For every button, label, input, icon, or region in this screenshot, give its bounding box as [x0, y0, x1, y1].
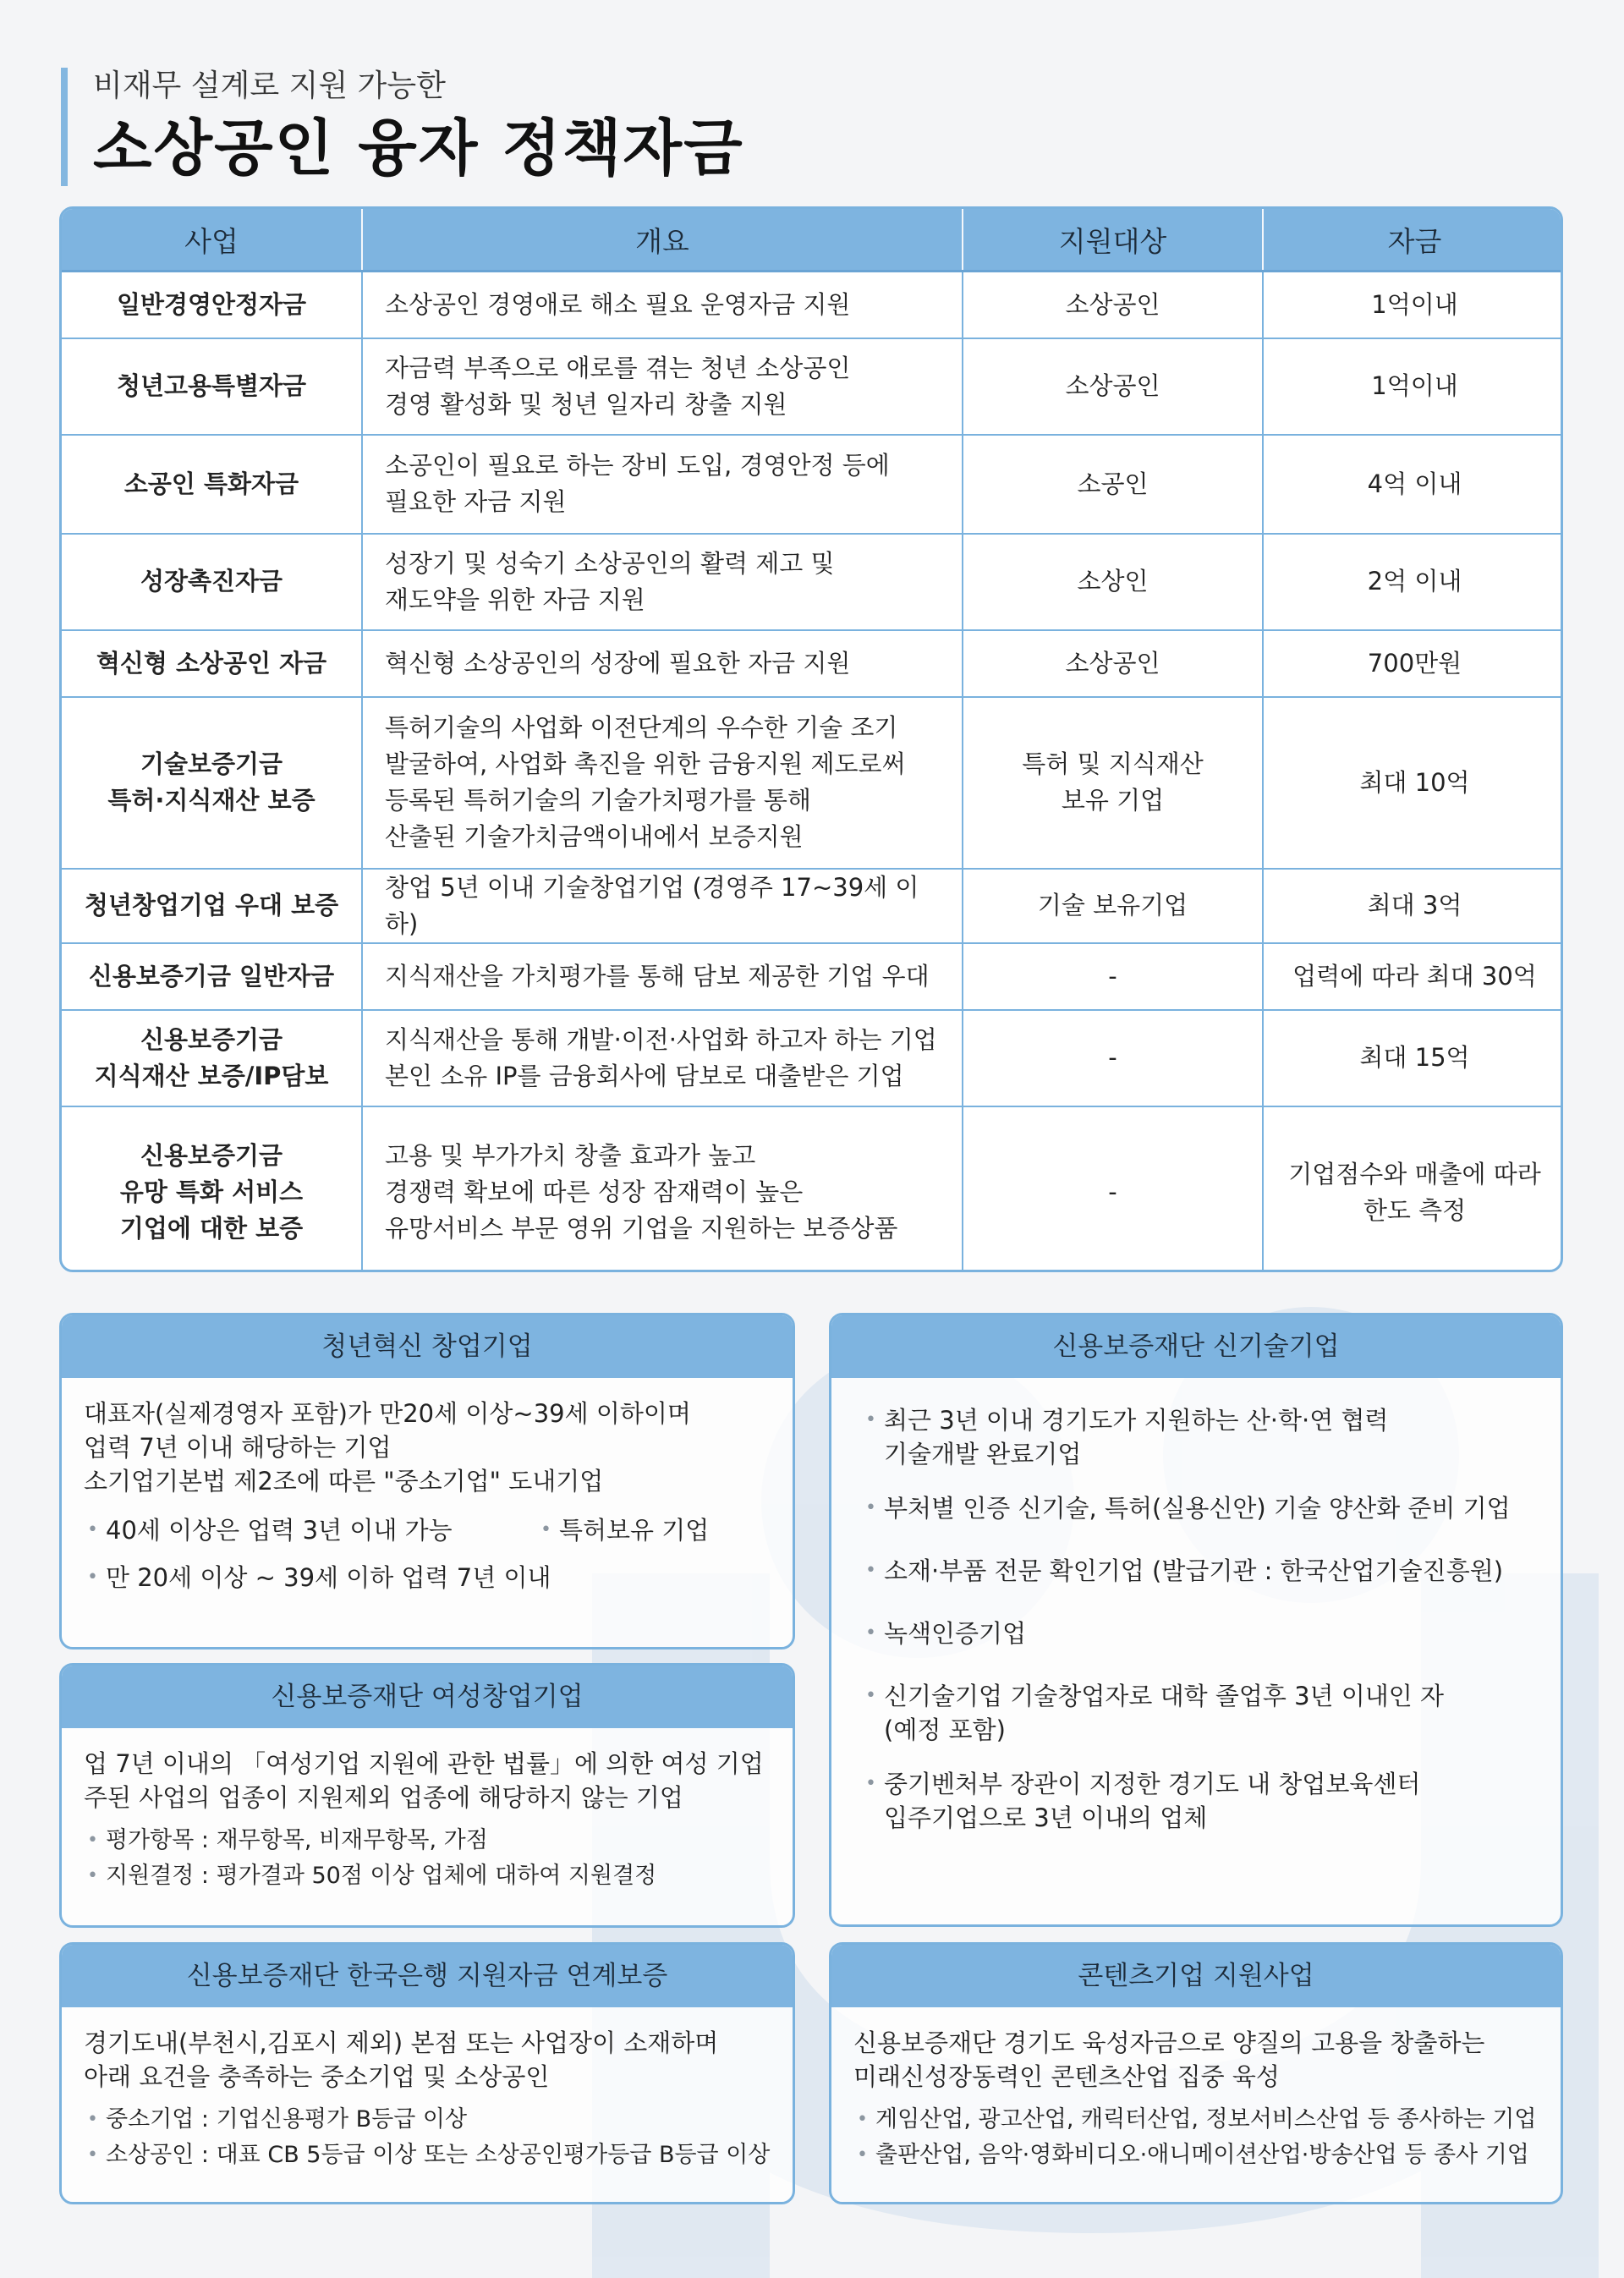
table-row: [62, 1010, 1563, 1106]
row-overview: 성장기 및 성숙기 소상공인의 활력 제고 및 재도약을 위한 자금 지원: [362, 534, 963, 630]
content-industry-desc: 신용보증재단 경기도 육성자금으로 양질의 고용을 창출하는 미래신성장동력인 콘텐츠산업 집중 육성: [853, 2028, 1485, 2091]
row-amount: 기업점수와 매출에 따라 한도 측정: [1263, 1106, 1563, 1273]
row-overview: 지식재산을 가치평가를 통해 담보 제공한 기업 우대: [362, 943, 963, 1010]
row-overview: 자금력 부족으로 애로를 겪는 청년 소상공인 경영 활성화 및 청년 일자리 창출 지원: [362, 338, 963, 435]
row-overview: 혁신형 소상공인의 성장에 필요한 자금 지원: [362, 630, 963, 697]
row-target: -: [963, 1010, 1263, 1106]
bok-guarantee-title: 신용보증재단 한국은행 지원자금 연계보증: [62, 1945, 793, 2007]
youth-startup-desc: 대표자(실제경영자 포함)가 만20세 이상~39세 이하이며 업력 7년 이내 해당하는 기업 소기업기본법 제2조에 따른 "중소기업" 도내기업: [84, 1399, 691, 1496]
youth-bullet: • 특허보유 기업: [537, 1513, 709, 1547]
row-target: 기술 보유기업: [963, 869, 1263, 943]
row-target: 소상공인: [963, 630, 1263, 697]
women-startup-title: 신용보증재단 여성창업기업: [62, 1666, 793, 1728]
youth-startup-title: 청년혁신 창업기업: [62, 1315, 793, 1378]
row-business: 신용보증기금 일반자금: [62, 943, 362, 1010]
col-header-overview: 개요: [362, 209, 963, 272]
row-business: 청년창업기업 우대 보증: [62, 869, 362, 943]
row-overview: 창업 5년 이내 기술창업기업 (경영주 17~39세 이하): [362, 869, 963, 943]
page-title: 소상공인 융자 정책자금: [93, 113, 744, 184]
table-row: [62, 338, 1563, 435]
row-business: 기술보증기금 특허·지식재산 보증: [62, 697, 362, 869]
table-row: [62, 869, 1563, 943]
row-amount: 최대 3억: [1263, 869, 1563, 943]
row-overview: 소공인이 필요로 하는 장비 도입, 경영안정 등에 필요한 자금 지원: [362, 435, 963, 534]
row-overview: 고용 및 부가가치 창출 효과가 높고 경쟁력 확보에 따른 성장 잠재력이 높은 유망서비스 부문 영위 기업을 지원하는 보증상품: [362, 1106, 963, 1273]
row-amount: 700만원: [1263, 630, 1563, 697]
table-row: [62, 697, 1563, 869]
row-overview: 지식재산을 통해 개발·이전·사업화 하고자 하는 기업 본인 소유 IP를 금융회사에 담보로 대출받은 기업: [362, 1010, 963, 1106]
row-business: 혁신형 소상공인 자금: [62, 630, 362, 697]
table-row: [62, 534, 1563, 630]
row-amount: 최대 10억: [1263, 697, 1563, 869]
row-business: 소공인 특화자금: [62, 435, 362, 534]
new-tech-title: 신용보증재단 신기술기업: [831, 1315, 1561, 1378]
col-header-target: 지원대상: [963, 209, 1263, 272]
table-row: [62, 1106, 1563, 1273]
bok-bullet: • 소상공인 : 대표 CB 5등급 이상 또는 소상공인평가등급 B등급 이상: [84, 2138, 771, 2173]
row-business: 성장촉진자금: [62, 534, 362, 630]
row-amount: 2억 이내: [1263, 534, 1563, 630]
youth-bullet: • 만 20세 이상 ~ 39세 이하 업력 7년 이내: [84, 1561, 771, 1595]
row-target: 특허 및 지식재산 보유 기업: [963, 697, 1263, 869]
bok-guarantee-box: [59, 1942, 795, 2204]
row-target: 소상공인: [963, 338, 1263, 435]
new-tech-bullet: • 신기술기업 기술창업자로 대학 졸업후 3년 이내인 자 (예정 포함): [862, 1679, 1539, 1747]
row-business: 신용보증기금 유망 특화 서비스 기업에 대한 보증: [62, 1106, 362, 1273]
row-overview: 특허기술의 사업화 이전단계의 우수한 기술 조기 발굴하여, 사업화 촉진을 위한 금융지원 제도로써 등록된 특허기술의 기술가치평가를 통해 산출된 기술가치금액이내에서 보증지원: [362, 697, 963, 869]
table-header-row: [62, 209, 1563, 272]
women-startup-desc: 업 7년 이내의 「여성기업 지원에 관한 법률」에 의한 여성 기업 주된 사업의 업종이 지원제외 업종에 해당하지 않는 기업: [84, 1749, 764, 1812]
row-amount: 4억 이내: [1263, 435, 1563, 534]
row-amount: 1억이내: [1263, 272, 1563, 338]
content-bullet: • 출판산업, 음악·영화비디오·애니메이션산업·방송산업 등 종사 기업: [853, 2138, 1539, 2173]
bok-guarantee-desc: 경기도내(부천시,김포시 제외) 본점 또는 사업장이 소재하며 아래 요건을 충족하는 중소기업 및 소상공인: [84, 2028, 719, 2091]
new-tech-bullet: • 소재·부품 전문 확인기업 (발급기관 : 한국산업기술진흥원): [862, 1554, 1539, 1588]
row-amount: 업력에 따라 최대 30억: [1263, 943, 1563, 1010]
new-tech-bullet: • 중기벤처부 장관이 지정한 경기도 내 창업보육센터 입주기업으로 3년 이내의 업체: [862, 1767, 1539, 1835]
new-tech-box: [829, 1313, 1563, 1927]
bok-bullet: • 중소기업 : 기업신용평가 B등급 이상: [84, 2102, 771, 2138]
youth-startup-box: [59, 1313, 795, 1649]
table-row: [62, 943, 1563, 1010]
row-amount: 1억이내: [1263, 338, 1563, 435]
content-bullet: • 게임산업, 광고산업, 캐릭터산업, 정보서비스산업 등 종사하는 기업: [853, 2102, 1539, 2138]
content-industry-box: [829, 1942, 1563, 2204]
row-amount: 최대 15억: [1263, 1010, 1563, 1106]
new-tech-bullet: • 녹색인증기업: [862, 1617, 1539, 1650]
women-bullet: • 평가항목 : 재무항목, 비재무항목, 가점: [84, 1823, 771, 1858]
row-business: 청년고용특별자금: [62, 338, 362, 435]
row-target: 소공인: [963, 435, 1263, 534]
women-startup-box: [59, 1663, 795, 1928]
fund-table: [59, 206, 1563, 1272]
table-row: [62, 630, 1563, 697]
row-target: 소상공인: [963, 272, 1263, 338]
row-target: -: [963, 1106, 1263, 1273]
row-target: 소상인: [963, 534, 1263, 630]
table-row: [62, 435, 1563, 534]
row-target: -: [963, 943, 1263, 1010]
col-header-business: 사업: [62, 209, 362, 272]
row-overview: 소상공인 경영애로 해소 필요 운영자금 지원: [362, 272, 963, 338]
youth-bullet: • 40세 이상은 업력 3년 이내 가능: [84, 1513, 537, 1547]
col-header-amount: 자금: [1263, 209, 1563, 272]
page-subtitle: 비재무 설계로 지원 가능한: [93, 69, 446, 103]
new-tech-bullet: • 부처별 인증 신기술, 특허(실용신안) 기술 양산화 준비 기업: [862, 1491, 1539, 1525]
row-business: 일반경영안정자금: [116, 289, 307, 319]
page-header: [61, 68, 744, 186]
table-row: [62, 272, 1563, 338]
new-tech-bullet: • 최근 3년 이내 경기도가 지원하는 산·학·연 협력 기술개발 완료기업: [862, 1403, 1539, 1471]
content-industry-title: 콘텐츠기업 지원사업: [831, 1945, 1561, 2007]
row-business: 신용보증기금 지식재산 보증/IP담보: [62, 1010, 362, 1106]
women-bullet: • 지원결정 : 평가결과 50점 이상 업체에 대하여 지원결정: [84, 1858, 771, 1894]
